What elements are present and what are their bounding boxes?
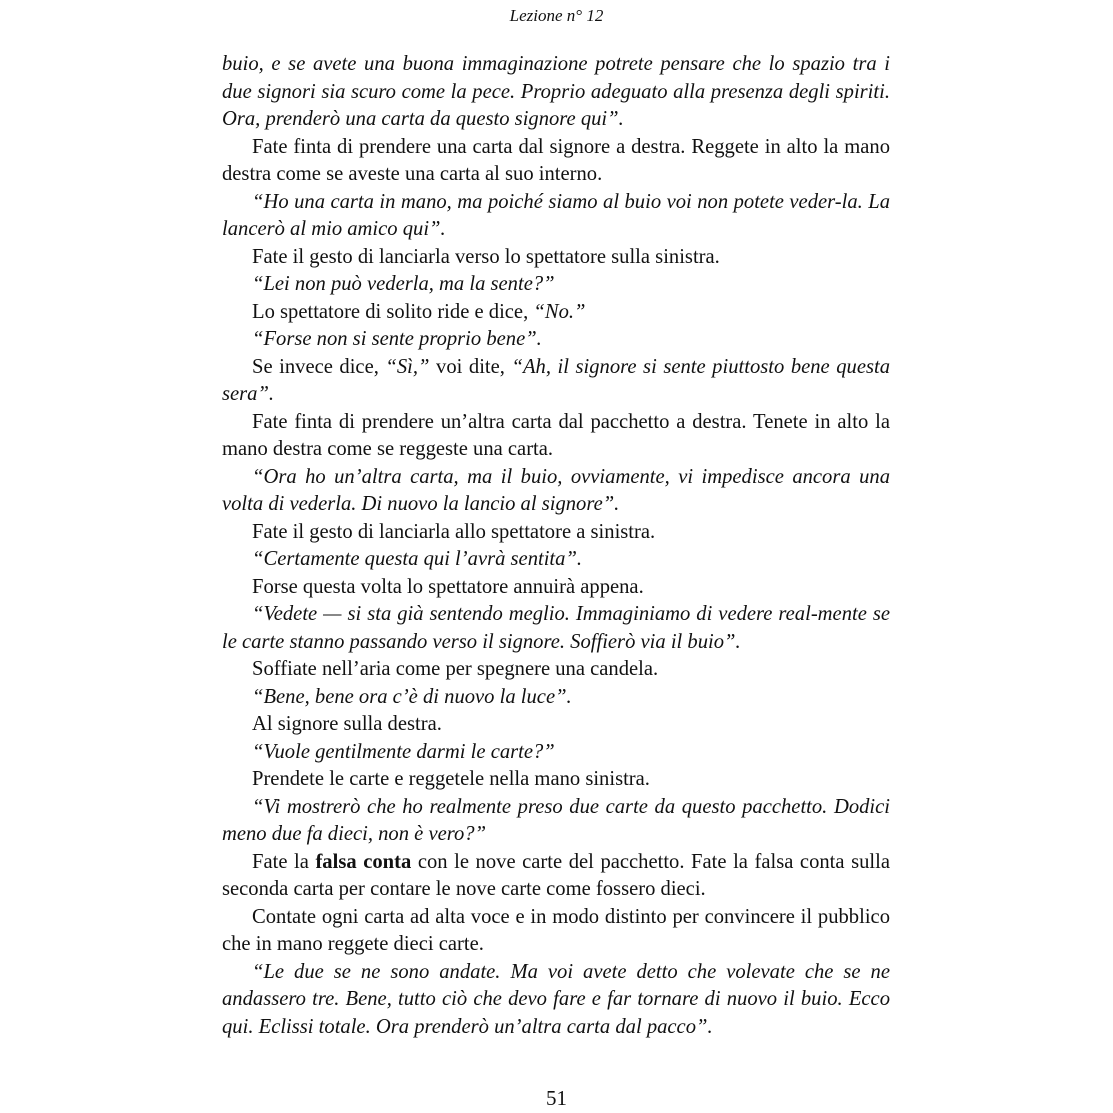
paragraph-quote: “Forse non si sente proprio bene”. xyxy=(252,328,542,350)
paragraph-quote: “Bene, bene ora c’è di nuovo la luce”. xyxy=(252,685,572,708)
paragraph-text: Se invece dice, xyxy=(252,355,386,378)
paragraph-text: Lo spettatore di solito ride e dice, xyxy=(252,300,534,323)
paragraph-quote: “Vuole gentilmente darmi le carte?” xyxy=(252,740,555,763)
paragraph-mixed xyxy=(222,299,890,327)
paragraph-quote: “Le due se ne sono andate. Ma voi avete detto che volevate che se ne andassero tre. Bene, tutto ciò che devo fare e far tornare di nuovo il buio. Ecco qui. Eclissi totale. Ora prenderò un’altra carta dal pacco”. xyxy=(222,960,890,1038)
paragraph-instruction: Fate il gesto di lanciarla allo spettatore a sinistra. xyxy=(252,520,656,543)
paragraph-mixed xyxy=(222,849,890,904)
paragraph-quote: “Lei non può vederla, ma la sente?” xyxy=(252,273,555,295)
paragraph-text: con le nove carte del pacchetto. Fate la falsa conta sulla seconda carta per contare le nove carte come fossero dieci. xyxy=(222,850,890,900)
inline-quote: “Ah, il signore si sente piuttosto bene questa sera”. xyxy=(222,355,891,405)
running-head: Lezione n° 12 xyxy=(509,6,604,25)
paragraph-quote: “Ora ho un’altra carta, ma il buio, ovviamente, vi impedisce ancora una volta di vederla. Di nuovo la lancio al signore”. xyxy=(222,465,890,515)
paragraph-instruction: Fate finta di prendere un’altra carta dal pacchetto a destra. Tenete in alto la mano destra come se reggeste una carta. xyxy=(222,410,890,460)
paragraph-instruction: Al signore sulla destra. xyxy=(252,713,442,735)
paragraph-instruction: Forse questa volta lo spettatore annuirà appena. xyxy=(252,575,644,598)
paragraph-text: voi dite, xyxy=(429,355,512,378)
page-number: 51 xyxy=(546,1086,567,1110)
bold-term: falsa conta xyxy=(315,850,412,873)
inline-quote: “No.” xyxy=(533,300,586,323)
body-text xyxy=(222,51,890,1041)
paragraph-quote: “Certamente questa qui l’avrà sentita”. xyxy=(252,548,583,570)
paragraph-quote: “Vi mostrerò che ho realmente preso due carte da questo pacchetto. Dodici meno due fa dieci, non è vero?” xyxy=(222,795,890,845)
paragraph-quote: “Vedete — si sta già sentendo meglio. Immaginiamo di vedere real-mente se le carte stanno passando verso il signore. Soffierò via il buio”. xyxy=(222,603,890,653)
inline-quote: “Sì,” xyxy=(385,355,430,378)
paragraph-instruction: Contate ogni carta ad alta voce e in modo distinto per convincere il pubblico che in mano reggete dieci carte. xyxy=(222,905,890,955)
paragraph-mixed xyxy=(222,354,890,409)
paragraph-instruction: Prendete le carte e reggetele nella mano sinistra. xyxy=(252,768,650,790)
paragraph-quote: “Ho una carta in mano, ma poiché siamo al buio voi non potete veder-la. La lancerò al mio amico qui”. xyxy=(222,190,890,240)
paragraph-instruction: Fate il gesto di lanciarla verso lo spettatore sulla sinistra. xyxy=(252,245,720,268)
paragraph-continued-quote: buio, e se avete una buona immaginazione potrete pensare che lo spazio tra i due signori sia scuro come la pece. Proprio adeguato alla presenza degli spiriti. Ora, prenderò una carta da questo signore qui”. xyxy=(222,53,890,130)
paragraph-instruction: Fate finta di prendere una carta dal signore a destra. Reggete in alto la mano destra come se aveste una carta al suo interno. xyxy=(222,135,890,185)
paragraph-instruction: Soffiate nell’aria come per spegnere una candela. xyxy=(252,658,659,680)
paragraph-text: Fate la xyxy=(252,850,316,873)
